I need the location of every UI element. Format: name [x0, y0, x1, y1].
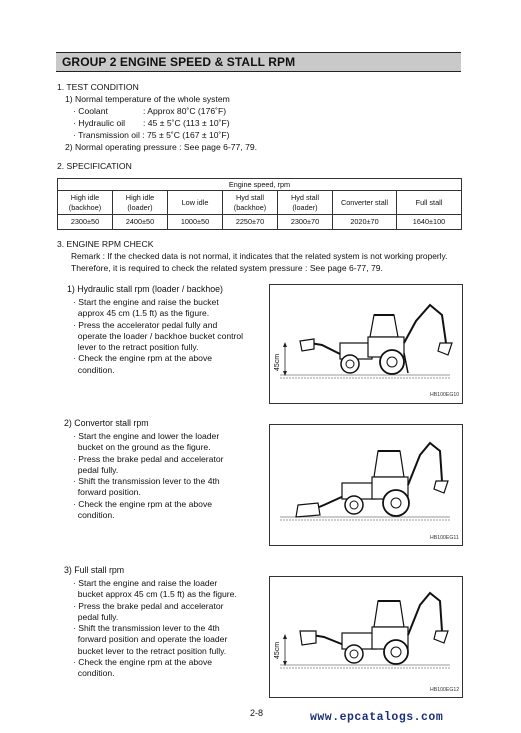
remark-line-1: Remark : If the checked data is not normal, it indicates that the related system is not working properly. [71, 251, 448, 261]
table-row [58, 215, 462, 230]
figure-code: HB100EG12 [430, 687, 460, 693]
step-line: pedal fully. [73, 464, 119, 475]
step-line: · Start the engine and lower the loader [73, 431, 220, 441]
step-line: approx 45 cm (1.5 ft) as the figure. [73, 308, 210, 319]
table-cell: 2020±70 [333, 215, 397, 230]
subsection-1-title: 1) Hydraulic stall rpm (loader / backhoe) [67, 284, 223, 294]
section-1-title: 1. TEST CONDITION [57, 82, 139, 92]
step-line: bucket on the ground as the figure. [73, 442, 211, 453]
step-line: · Start the engine and raise the loader [73, 578, 218, 588]
figure-code: HB100EG11 [430, 535, 459, 541]
step-line: bucket approx 45 cm (1.5 ft) as the figure. [73, 589, 237, 600]
step-line: · Press the accelerator pedal fully and [73, 319, 218, 330]
step-line: · Press the brake pedal and accelerator [73, 453, 224, 464]
hydraulic-oil-label: · Hydraulic oil [73, 118, 126, 128]
dimension-label: 45cm [274, 353, 281, 371]
table-header-row [58, 191, 462, 215]
step-line: operate the loader / backhoe bucket control [73, 330, 244, 341]
step-line: condition. [73, 510, 115, 521]
figure-convertor-stall [269, 424, 463, 546]
step-line: · Press the brake pedal and accelerator [73, 600, 224, 611]
table-cell: 2250±70 [223, 215, 278, 230]
subsection-2-title: 2) Convertor stall rpm [64, 418, 149, 428]
page-number: 2-8 [250, 708, 264, 718]
step-line: · Start the engine and raise the bucket [73, 297, 219, 307]
table-cell: 2400±50 [113, 215, 168, 230]
coolant-value: : Approx 80˚C (176˚F) [143, 106, 227, 116]
column-header: Hyd stall (loader) [278, 191, 333, 215]
section-3-title: 3. ENGINE RPM CHECK [57, 239, 154, 249]
step-line: condition. [73, 668, 115, 679]
figure-full-stall [269, 576, 463, 698]
test-condition-item-1: 1) Normal temperature of the whole system [65, 94, 230, 104]
column-header: High idle (backhoe) [58, 191, 113, 215]
section-2-title: 2. SPECIFICATION [57, 161, 132, 171]
figure-code: HB100EG10 [430, 392, 460, 398]
table-cell: 2300±50 [58, 215, 113, 230]
step-line: · Check the engine rpm at the above [73, 353, 213, 364]
step-line: forward position and operate the loader [73, 634, 228, 645]
step-line: lever to the retract position fully. [73, 342, 199, 353]
remark-line-2: Therefore, it is required to check the related system pressure : See page 6-77, 79. [71, 263, 383, 273]
column-header: Low idle [168, 191, 223, 215]
step-line: forward position. [73, 487, 141, 498]
test-condition-item-2: 2) Normal operating pressure : See page 6-77, 79. [65, 142, 258, 152]
figure-hydraulic-stall [269, 284, 463, 404]
step-line: condition. [73, 364, 115, 375]
coolant-label: · Coolant [73, 106, 108, 116]
page-title: GROUP 2 ENGINE SPEED & STALL RPM [62, 55, 296, 69]
spec-table [57, 178, 462, 230]
table-cell: 1000±50 [168, 215, 223, 230]
subsection-3-steps [73, 578, 263, 680]
subsection-3-title: 3) Full stall rpm [64, 565, 125, 575]
table-header: Engine speed, rpm [58, 179, 462, 191]
step-line: · Check the engine rpm at the above [73, 498, 213, 509]
step-line: · Shift the transmission lever to the 4th [73, 476, 220, 487]
column-header: Converter stall [333, 191, 397, 215]
table-cell: 2300±70 [278, 215, 333, 230]
dimension-label: 45cm [274, 641, 281, 659]
column-header: Full stall [397, 191, 462, 215]
subsection-1-steps [73, 297, 263, 376]
step-line: · Shift the transmission lever to the 4th [73, 623, 220, 634]
subsection-2-steps [73, 431, 263, 521]
hydraulic-oil-value: : 45 ± 5˚C (113 ± 10˚F) [143, 118, 230, 128]
column-header: Hyd stall (backhoe) [223, 191, 278, 215]
loader-raised-bucket-illustration [270, 577, 462, 697]
column-header: High idle (loader) [113, 191, 168, 215]
step-line: · Check the engine rpm at the above [73, 657, 213, 668]
loader-bucket-on-ground-illustration [270, 425, 462, 545]
step-line: bucket lever to the retract position fully. [73, 645, 227, 656]
transmission-oil-line: · Transmission oil : 75 ± 5˚C (167 ± 10˚F) [73, 130, 230, 140]
watermark-url: www.epcatalogs.com [310, 711, 444, 724]
step-line: pedal fully. [73, 611, 119, 622]
backhoe-raised-bucket-illustration [270, 285, 462, 403]
table-cell: 1640±100 [397, 215, 462, 230]
